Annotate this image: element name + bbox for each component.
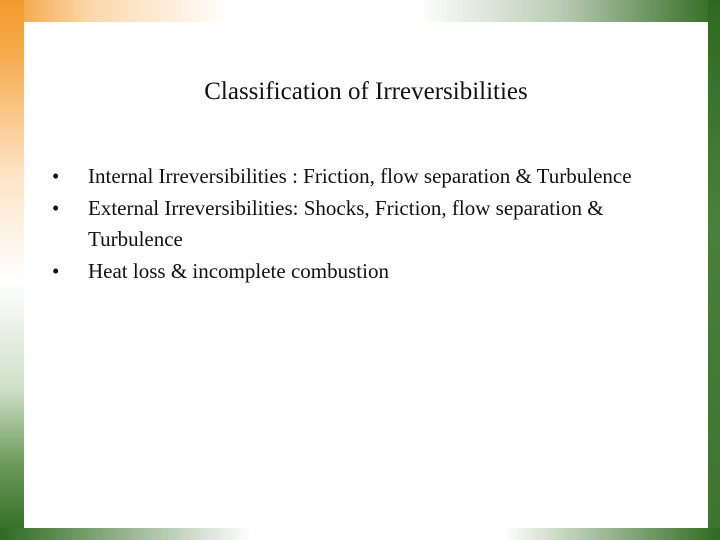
bullet-marker: • bbox=[52, 164, 60, 188]
top-border-gradient bbox=[0, 0, 720, 22]
bullet-item bbox=[52, 161, 672, 193]
bullet-text: External Irreversibilities: Shocks, Friction, flow separation & Turbulence bbox=[88, 195, 604, 251]
slide-panel bbox=[24, 22, 708, 528]
bullet-item bbox=[52, 193, 672, 256]
bullet-list bbox=[52, 161, 672, 287]
slide-title: Classification of Irreversibilities bbox=[204, 78, 528, 105]
right-border-gradient bbox=[708, 0, 720, 540]
bullet-marker: • bbox=[52, 258, 60, 283]
bullet-item bbox=[52, 256, 672, 288]
bullet-text: Internal Irreversibilities : Friction, flow separation & Turbulence bbox=[88, 164, 632, 188]
bottom-border-gradient bbox=[0, 528, 720, 540]
left-border-gradient bbox=[0, 0, 24, 540]
bullet-text: Heat loss & incomplete combustion bbox=[88, 258, 389, 283]
bullet-marker: • bbox=[52, 195, 60, 220]
